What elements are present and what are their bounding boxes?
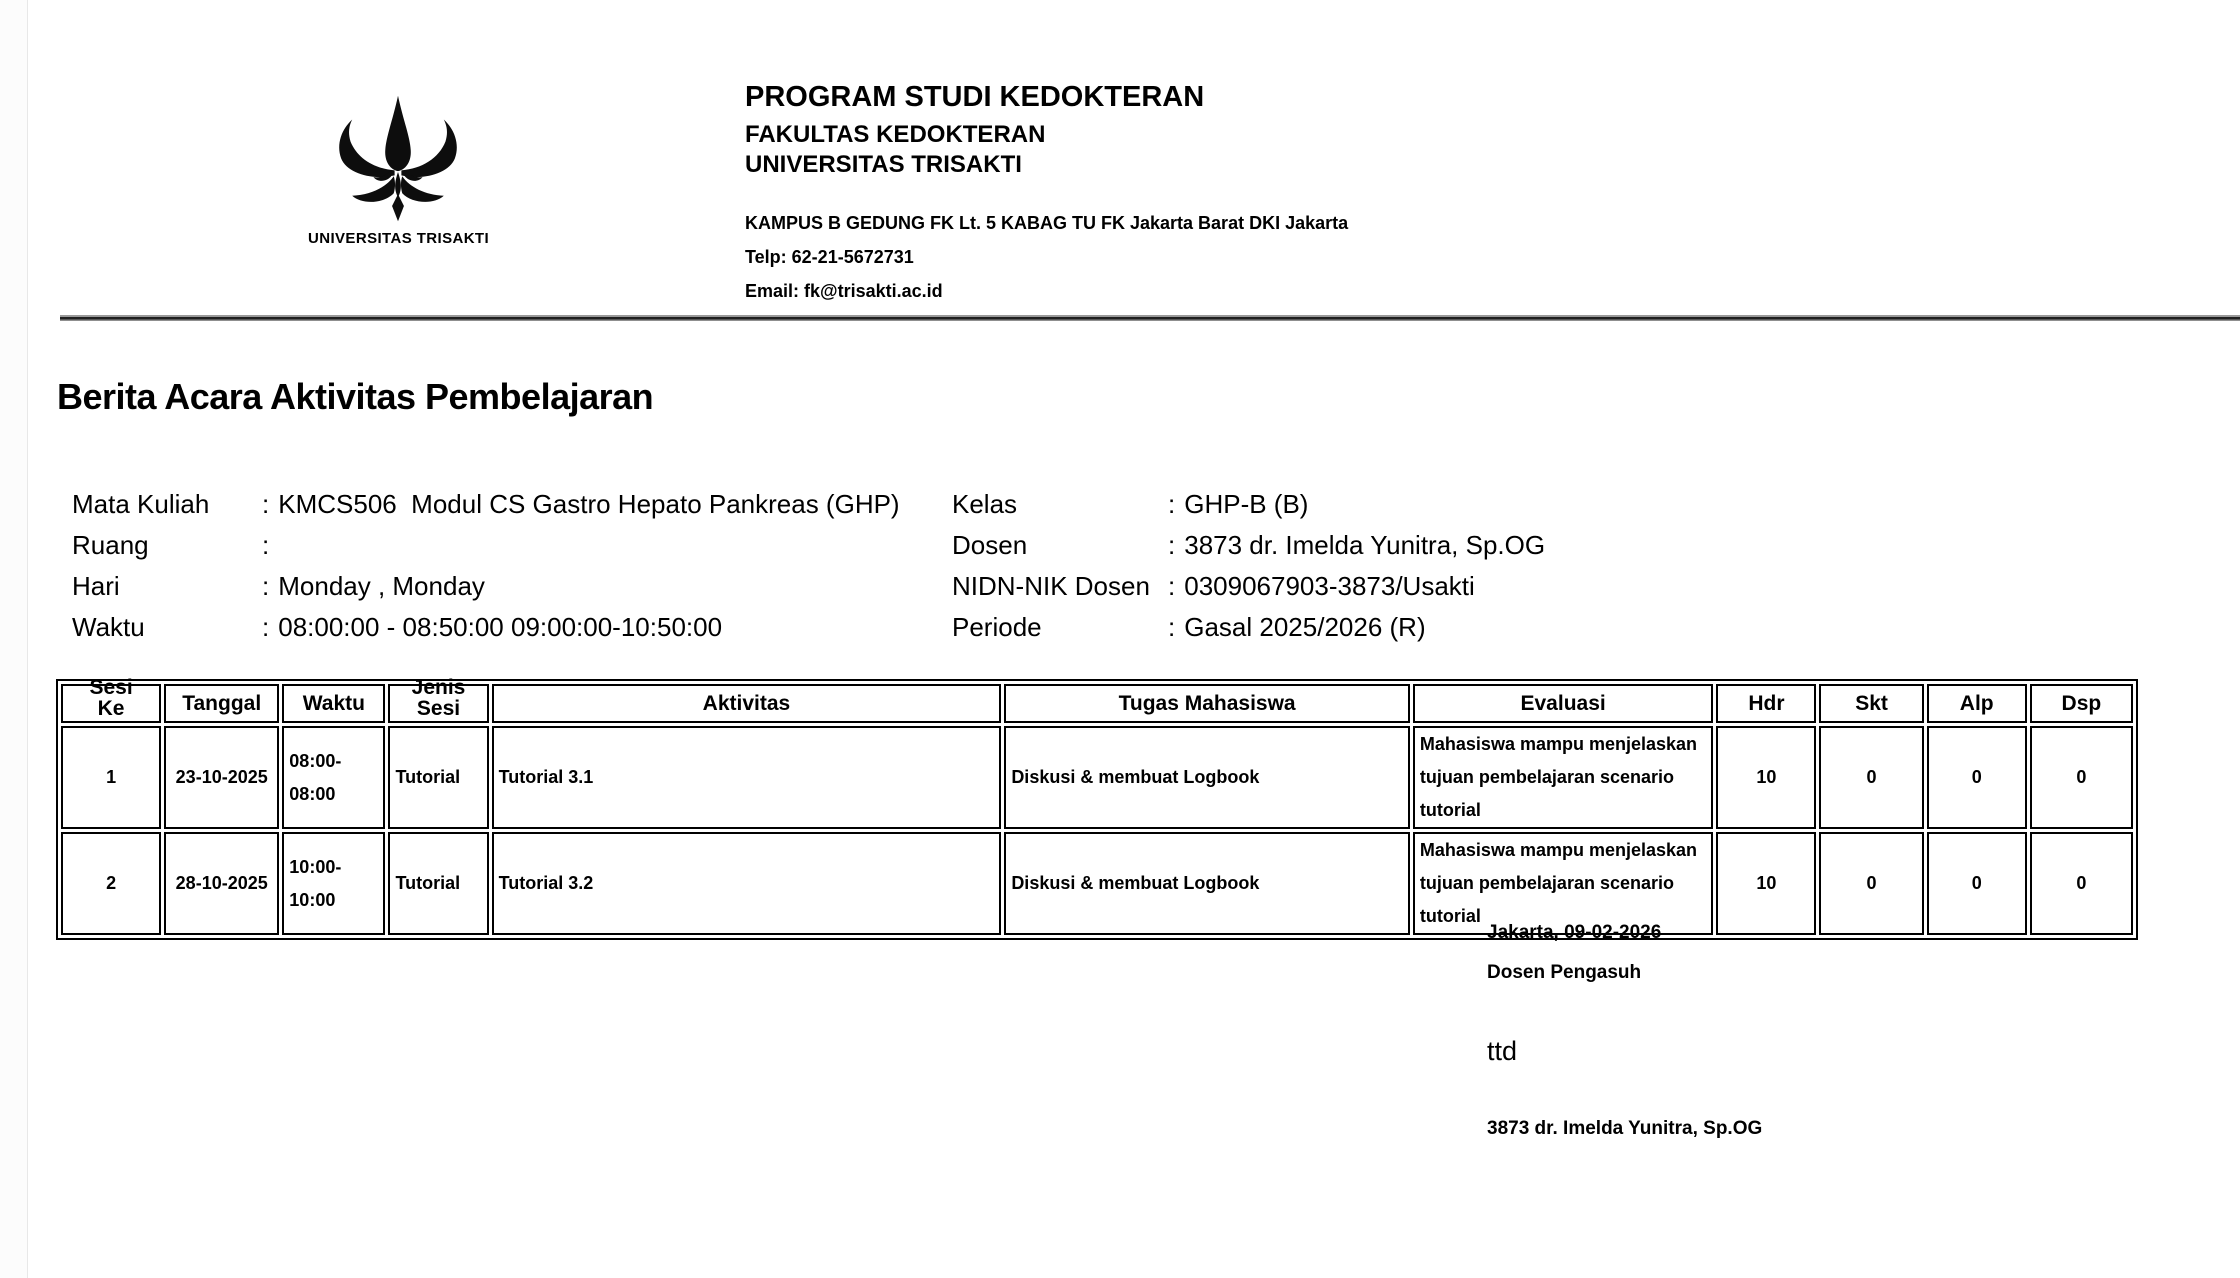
- header-line: Sesi: [416, 696, 461, 720]
- detail-row-periode: [952, 611, 1545, 652]
- detail-value: KMCS506 Modul CS Gastro Hepato Pankreas (GHP): [278, 489, 900, 519]
- col-header-tugas-mahasiswa: Tugas Mahasiswa: [1004, 684, 1410, 723]
- cell-jenis-sesi: Tutorial: [388, 726, 488, 829]
- letterhead-divider: [60, 315, 2240, 321]
- cell-evaluasi: Mahasiswa mampu menjelaskan tujuan pembelajaran scenario tutorial: [1413, 726, 1713, 829]
- detail-label: Ruang: [72, 530, 149, 560]
- cell-aktivitas: Tutorial 3.2: [492, 832, 1002, 935]
- detail-colon: :: [262, 571, 270, 601]
- signature-place-date: Jakarta, 09-02-2026: [1487, 922, 1662, 943]
- table-row: [61, 726, 2133, 829]
- faculty-name: FAKULTAS KEDOKTERAN: [745, 121, 1046, 148]
- col-header-hdr: Hdr: [1716, 684, 1816, 723]
- table-row: [61, 832, 2133, 935]
- detail-value: 0309067903-3873/Usakti: [1184, 571, 1475, 601]
- campus-address: KAMPUS B GEDUNG FK Lt. 5 KABAG TU FK Jakarta Barat DKI Jakarta: [745, 213, 1349, 233]
- cell-waktu: [282, 726, 385, 829]
- cell-alp: 0: [1927, 726, 2027, 829]
- detail-row-nidn: [952, 570, 1545, 611]
- sessions-table: [56, 675, 2138, 940]
- cell-tugas: Diskusi & membuat Logbook: [1004, 726, 1410, 829]
- logo-caption: UNIVERSITAS TRISAKTI: [308, 230, 490, 247]
- table-header-row: [61, 684, 2133, 723]
- detail-colon: :: [262, 489, 270, 519]
- page-title: Berita Acara Aktivitas Pembelajaran: [57, 376, 654, 417]
- detail-value: Monday , Monday: [278, 571, 485, 601]
- detail-row-kelas: [952, 488, 1545, 529]
- cell-evaluasi: Mahasiswa mampu menjelaskan tujuan pembelajaran scenario tutorial: [1413, 832, 1713, 935]
- university-name: UNIVERSITAS TRISAKTI: [745, 151, 1022, 178]
- detail-colon: :: [1168, 571, 1176, 601]
- header-line: Jenis: [411, 675, 466, 699]
- cell-sesi: 2: [61, 832, 161, 935]
- detail-colon: :: [262, 530, 270, 560]
- trisakti-trident-icon: [308, 94, 488, 228]
- detail-label: Mata Kuliah: [72, 489, 210, 519]
- detail-label: NIDN-NIK Dosen: [952, 571, 1150, 601]
- col-header-alp: Alp: [1927, 684, 2027, 723]
- col-header-aktivitas: Aktivitas: [492, 684, 1002, 723]
- detail-colon: :: [1168, 530, 1176, 560]
- cell-skt: 0: [1819, 832, 1923, 935]
- detail-row-mata-kuliah: [72, 488, 900, 529]
- col-header-dsp: Dsp: [2030, 684, 2133, 723]
- waktu-line: 10:00-: [289, 856, 342, 877]
- signature-role: Dosen Pengasuh: [1487, 962, 1642, 983]
- cell-aktivitas: Tutorial 3.1: [492, 726, 1002, 829]
- email-line: Email: fk@trisakti.ac.id: [745, 281, 943, 301]
- detail-label: Dosen: [952, 530, 1028, 560]
- page-left-edge: [0, 0, 28, 1278]
- cell-alp: 0: [1927, 832, 2027, 935]
- course-details-right: [952, 488, 1545, 652]
- waktu-line: 08:00: [289, 783, 336, 804]
- cell-tugas: Diskusi & membuat Logbook: [1004, 832, 1410, 935]
- waktu-line: 08:00-: [289, 750, 342, 771]
- detail-row-waktu: [72, 611, 900, 652]
- phone-line: Telp: 62-21-5672731: [745, 247, 914, 267]
- cell-hdr: 10: [1716, 726, 1816, 829]
- header-line: Ke: [97, 696, 125, 720]
- detail-colon: :: [1168, 612, 1176, 642]
- detail-colon: :: [262, 612, 270, 642]
- signature-ttd: ttd: [1487, 1036, 1518, 1066]
- program-name: PROGRAM STUDI KEDOKTERAN: [745, 81, 1205, 113]
- col-header-tanggal: Tanggal: [164, 684, 279, 723]
- university-logo: [308, 94, 488, 247]
- col-header-skt: Skt: [1819, 684, 1923, 723]
- cell-sesi: 1: [61, 726, 161, 829]
- detail-value: 08:00:00 - 08:50:00 09:00:00-10:50:00: [278, 612, 723, 642]
- col-header-evaluasi: Evaluasi: [1413, 684, 1713, 723]
- detail-row-dosen: [952, 529, 1545, 570]
- detail-value: 3873 dr. Imelda Yunitra, Sp.OG: [1184, 530, 1546, 560]
- cell-waktu: [282, 832, 385, 935]
- signature-name: 3873 dr. Imelda Yunitra, Sp.OG: [1487, 1118, 1763, 1139]
- cell-tanggal: 23-10-2025: [164, 726, 279, 829]
- cell-jenis-sesi: Tutorial: [388, 832, 488, 935]
- col-header-sesi-ke: [61, 675, 161, 723]
- detail-label: Periode: [952, 612, 1042, 642]
- detail-label: Kelas: [952, 489, 1018, 519]
- waktu-line: 10:00: [289, 889, 336, 910]
- detail-label: Waktu: [72, 612, 145, 642]
- cell-dsp: 0: [2030, 726, 2133, 829]
- cell-skt: 0: [1819, 726, 1923, 829]
- detail-value: Gasal 2025/2026 (R): [1184, 612, 1426, 642]
- detail-row-hari: [72, 570, 900, 611]
- col-header-waktu: Waktu: [282, 684, 385, 723]
- cell-tanggal: 28-10-2025: [164, 832, 279, 935]
- course-details-left: [72, 488, 900, 652]
- detail-row-ruang: [72, 529, 900, 570]
- detail-colon: :: [1168, 489, 1176, 519]
- letterhead: [745, 82, 1348, 302]
- col-header-jenis-sesi: [388, 675, 488, 723]
- cell-dsp: 0: [2030, 832, 2133, 935]
- detail-label: Hari: [72, 571, 120, 601]
- detail-value: GHP-B (B): [1184, 489, 1309, 519]
- cell-hdr: 10: [1716, 832, 1816, 935]
- header-line: Sesi: [89, 675, 133, 699]
